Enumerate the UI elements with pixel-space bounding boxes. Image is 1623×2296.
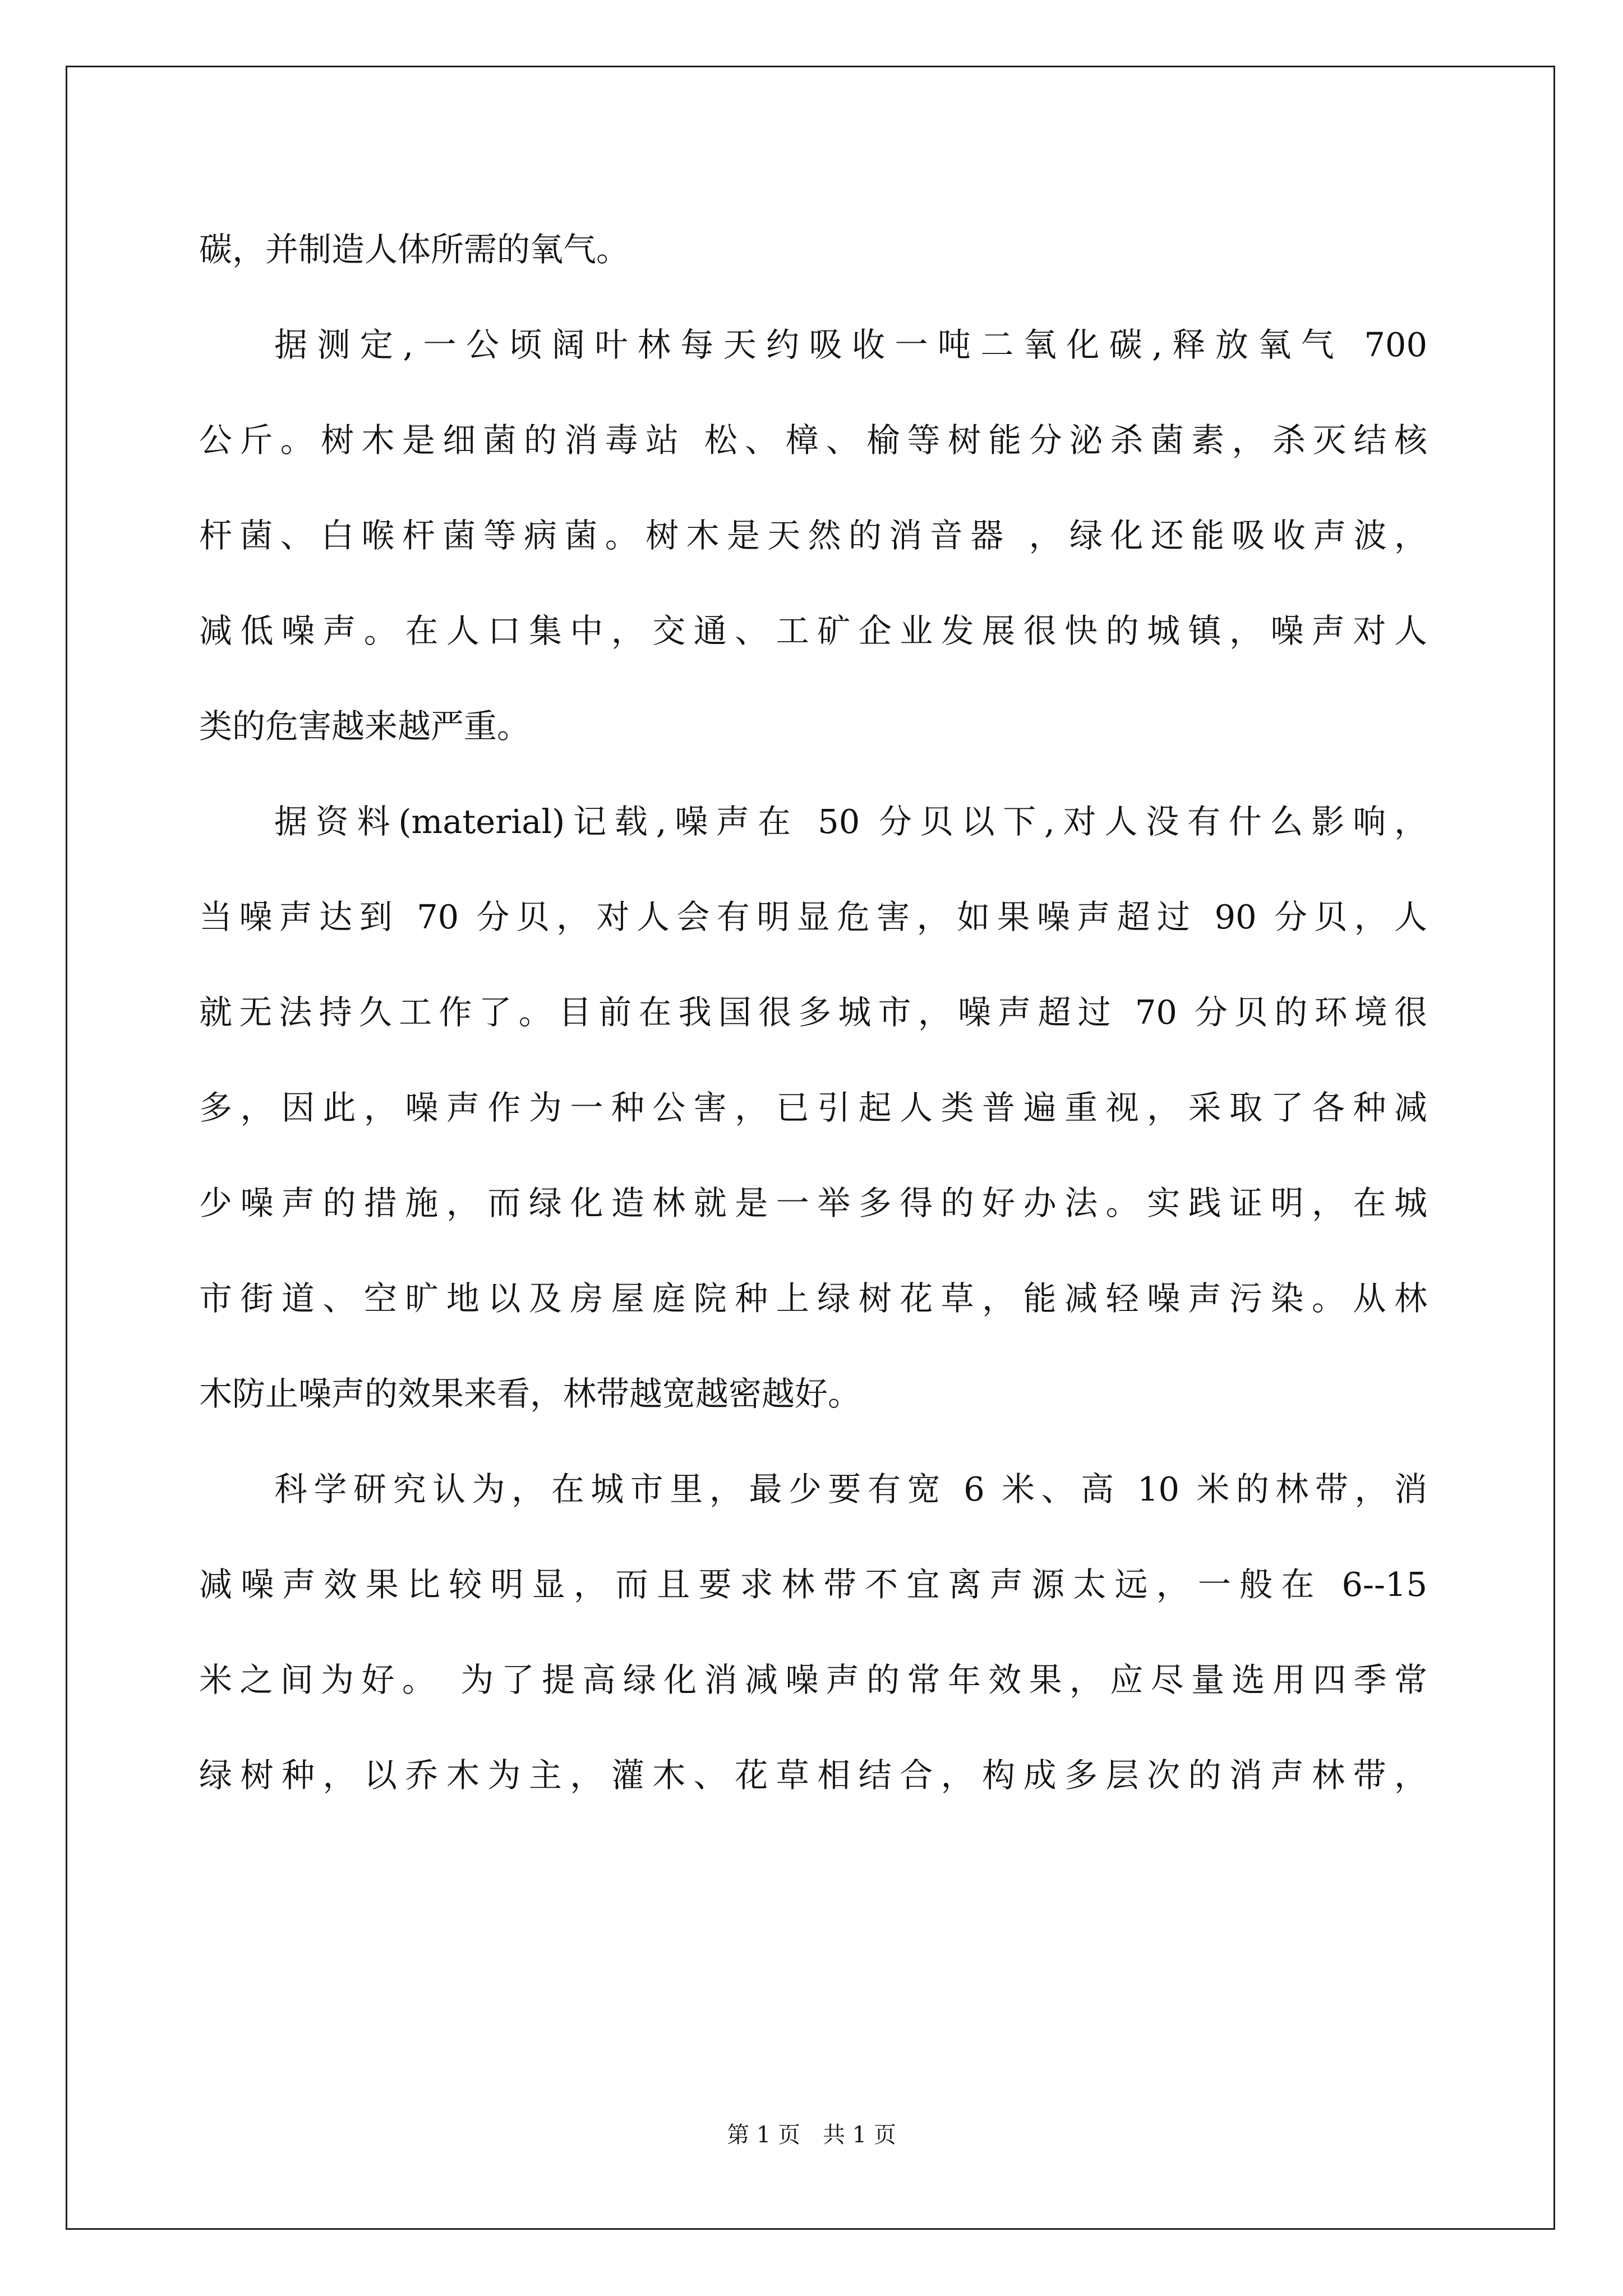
text-line: 据资料(material)记载,噪声在 50 分贝以下,对人没有什么影响， <box>274 802 1427 841</box>
text-line: 少噪声的措施，而绿化造林就是一举多得的好办法。实践证明，在城 <box>199 1184 1427 1222</box>
text-line: 减低噪声。在人口集中，交通、工矿企业发展很快的城镇，噪声对人 <box>199 611 1427 650</box>
text-line: 当噪声达到 70 分贝，对人会有明显危害，如果噪声超过 90 分贝，人 <box>199 898 1427 936</box>
text-line: 木防止噪声的效果来看，林带越宽越密越好。 <box>199 1374 861 1413</box>
text-line: 绿树种，以乔木为主，灌木、花草相结合，构成多层次的消声林带， <box>199 1756 1427 1795</box>
document-body <box>199 202 1427 1823</box>
text-line: 科学研究认为，在城市里，最少要有宽 6 米、高 10 米的林带，消 <box>274 1470 1427 1508</box>
text-line: 杆菌、白喉杆菌等病菌。树木是天然的消音器 ，绿化还能吸收声波， <box>199 516 1427 555</box>
text-line: 类的危害越来越严重。 <box>199 707 531 746</box>
text-line: 就无法持久工作了。目前在我国很多城市，噪声超过 70 分贝的环境很 <box>199 993 1427 1032</box>
text-line: 米之间为好。 为了提高绿化消减噪声的常年效果，应尽量选用四季常 <box>199 1660 1427 1699</box>
text-line: 多，因此，噪声作为一种公害，已引起人类普遍重视，采取了各种减 <box>199 1088 1427 1127</box>
text-line: 减噪声效果比较明显，而且要求林带不宜离声源太远，一般在 6--15 <box>199 1565 1427 1604</box>
page-number-footer: 第 1 页 共 1 页 <box>727 2122 896 2148</box>
text-line: 碳，并制造人体所需的氧气。 <box>199 230 630 269</box>
text-line: 据测定,一公顷阔叶林每天约吸收一吨二氧化碳,释放氧气 700 <box>274 325 1427 364</box>
text-line: 市街道、空旷地以及房屋庭院种上绿树花草，能减轻噪声污染。从林 <box>199 1279 1427 1318</box>
text-line: 公斤。树木是细菌的消毒站 松、樟、榆等树能分泌杀菌素，杀灭结核 <box>199 421 1427 459</box>
